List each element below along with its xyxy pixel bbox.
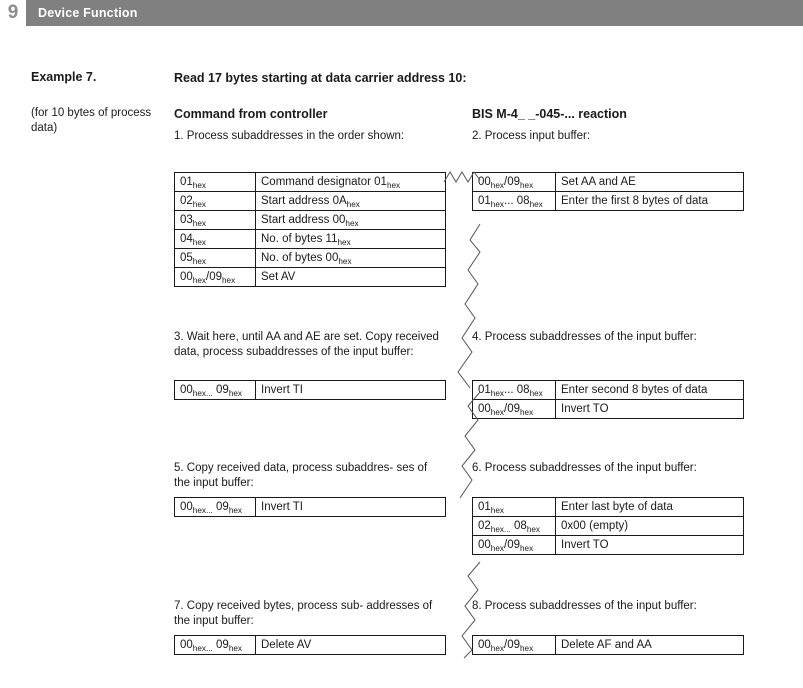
addr-value: 04 (180, 232, 193, 245)
cell-address (473, 173, 556, 192)
cell-description (556, 498, 744, 517)
table-step-6 (472, 497, 744, 555)
addr-value: 00 (180, 383, 193, 396)
cell-address (473, 536, 556, 555)
table-step-8 (472, 635, 744, 655)
addr-sub-2: hex (520, 643, 534, 653)
connector-squiggle-icon (440, 222, 484, 392)
desc-value: Enter last byte of data (561, 500, 673, 513)
desc-value: Enter the first 8 bytes of data (561, 194, 709, 207)
cell-description (256, 211, 446, 230)
desc-sub: hex (338, 256, 352, 266)
desc-sub: hex (386, 180, 401, 190)
addr-value: 00 (478, 538, 491, 551)
addr-sub: hex (192, 180, 206, 190)
desc-value: Start address 00 (261, 213, 346, 226)
column-heading-device: BIS M-4_ _-045-... reaction (472, 107, 627, 121)
addr-value-2: 08 (510, 519, 527, 532)
desc-value: Delete AF and AA (561, 638, 652, 651)
table-row (175, 211, 446, 230)
cell-address (175, 498, 256, 517)
chapter-number: 9 (0, 0, 26, 26)
cell-description (256, 249, 446, 268)
cell-address (473, 381, 556, 400)
addr-sub: hex... (490, 524, 511, 534)
example-label: Example 7. (31, 70, 97, 84)
cell-description (556, 173, 744, 192)
addr-sub: hex (192, 199, 206, 209)
cell-address (175, 636, 256, 655)
cell-address (175, 192, 256, 211)
table-row (473, 498, 744, 517)
example-note: (for 10 bytes of process data) (31, 107, 152, 134)
cell-description (256, 230, 446, 249)
desc-value: Delete AV (261, 638, 312, 651)
addr-value-2: 09 (212, 638, 229, 651)
table-row (473, 636, 744, 655)
cell-description (556, 192, 744, 211)
table-row (175, 230, 446, 249)
desc-value: 0x00 (empty) (561, 519, 629, 532)
addr-value-2: 09 (212, 500, 229, 513)
addr-value: 00 (478, 402, 491, 415)
cell-description (556, 381, 744, 400)
cell-description (256, 173, 446, 192)
desc-value: Set AV (261, 270, 296, 283)
cell-description (256, 381, 446, 400)
addr-value-2: ... 08 (504, 194, 530, 207)
addr-value: 00 (478, 175, 491, 188)
desc-value: Invert TI (261, 500, 303, 513)
table-row (473, 517, 744, 536)
cell-address (473, 400, 556, 419)
addr-value-2: ... 08 (504, 383, 530, 396)
desc-value: Set AA and AE (561, 175, 636, 188)
task-title: Read 17 bytes starting at data carrier address 10: (174, 71, 467, 85)
addr-sub-2: hex (520, 407, 534, 417)
table-step-7 (174, 635, 446, 655)
cell-address (175, 211, 256, 230)
table-row (473, 173, 744, 192)
desc-value: Enter second 8 bytes of data (561, 383, 708, 396)
cell-address (473, 517, 556, 536)
cell-address (473, 498, 556, 517)
table-row (175, 381, 446, 400)
addr-value: 00 (180, 638, 193, 651)
addr-value: 05 (180, 251, 193, 264)
table-step-3 (174, 380, 446, 400)
addr-value: 02 (180, 194, 193, 207)
addr-value: 01 (478, 500, 491, 513)
table-row (175, 173, 446, 192)
table-step-1 (174, 172, 446, 287)
cell-description (256, 192, 446, 211)
addr-sub: hex (490, 505, 504, 515)
connector-squiggle-icon (440, 560, 484, 660)
addr-sub: hex (490, 643, 504, 653)
cell-address (175, 230, 256, 249)
table-step-5 (174, 497, 446, 517)
addr-sub: hex (490, 199, 504, 209)
cell-description (556, 536, 744, 555)
addr-value: 00 (180, 500, 193, 513)
content-area (174, 0, 774, 688)
step-3-text: 3. Wait here, until AA and AE are set. Copy received data, process subaddresses of the input buffer: (174, 331, 439, 358)
step-8-text: 8. Process subaddresses of the input buffer: (472, 600, 697, 612)
step-5-text: 5. Copy received data, process subaddres- ses of the input buffer: (174, 462, 428, 489)
addr-sub-2: hex (520, 543, 534, 553)
addr-sub-2: hex (222, 275, 236, 285)
step-7-text: 7. Copy received bytes, process sub- addresses of the input buffer: (174, 600, 433, 627)
desc-sub: hex (345, 218, 359, 228)
cell-address (175, 381, 256, 400)
addr-sub-2: hex (520, 180, 534, 190)
table-row (175, 192, 446, 211)
desc-value: Command designator 01 (261, 175, 387, 188)
connector-squiggle-icon (440, 390, 484, 502)
addr-value: 02 (478, 519, 491, 532)
table-step-2 (472, 172, 744, 211)
desc-value: No. of bytes 11 (261, 232, 338, 245)
addr-sub-2: hex (529, 388, 543, 398)
cell-address (175, 268, 256, 287)
addr-value-2: /09 (504, 538, 520, 551)
cell-description (256, 268, 446, 287)
addr-value-2: /09 (206, 270, 222, 283)
addr-sub: hex (490, 388, 504, 398)
step-4-text: 4. Process subaddresses of the input buffer: (472, 331, 697, 343)
cell-description (556, 636, 744, 655)
addr-sub: hex (490, 180, 504, 190)
addr-sub: hex (192, 237, 206, 247)
cell-address (175, 173, 256, 192)
table-row (473, 192, 744, 211)
table-row (175, 249, 446, 268)
addr-value: 01 (478, 194, 491, 207)
desc-value: Invert TO (561, 538, 609, 551)
addr-value: 03 (180, 213, 193, 226)
cell-address (473, 636, 556, 655)
desc-value: No. of bytes 00 (261, 251, 339, 264)
page-title: Device Function (38, 6, 138, 20)
step-6-text: 6. Process subaddresses of the input buffer: (472, 462, 697, 474)
addr-sub-2: hex (526, 524, 541, 534)
table-row (473, 400, 744, 419)
step-2-text: 2. Process input buffer: (472, 130, 591, 142)
addr-value: 01 (478, 383, 491, 396)
addr-sub: hex... (192, 643, 213, 653)
addr-sub: hex (192, 256, 206, 266)
cell-description (556, 400, 744, 419)
table-row (473, 536, 744, 555)
cell-description (256, 636, 446, 655)
step-1-text: 1. Process subaddresses in the order shown: (174, 130, 405, 142)
column-heading-controller: Command from controller (174, 107, 328, 121)
addr-sub: hex (490, 407, 504, 417)
table-row (175, 636, 446, 655)
addr-sub-2: hex (228, 388, 243, 398)
addr-value-2: /09 (504, 175, 520, 188)
cell-address (473, 192, 556, 211)
desc-value: Invert TI (261, 383, 303, 396)
table-row (175, 268, 446, 287)
desc-sub: hex (346, 199, 360, 209)
addr-sub: hex (490, 543, 504, 553)
desc-sub: hex (337, 237, 351, 247)
addr-sub: hex... (192, 505, 213, 515)
addr-value: 00 (478, 638, 491, 651)
table-step-4 (472, 380, 744, 419)
addr-value: 01 (180, 175, 193, 188)
cell-address (175, 249, 256, 268)
addr-sub: hex (192, 275, 206, 285)
table-row (473, 381, 744, 400)
addr-value: 00 (180, 270, 193, 283)
addr-value-2: /09 (504, 638, 520, 651)
addr-sub: hex... (192, 388, 213, 398)
addr-value-2: 09 (212, 383, 229, 396)
connector-squiggle-icon (442, 160, 482, 190)
addr-sub: hex (192, 218, 206, 228)
cell-description (256, 498, 446, 517)
table-row (175, 498, 446, 517)
desc-value: Start address 0A (261, 194, 347, 207)
addr-value-2: /09 (504, 402, 520, 415)
addr-sub-2: hex (228, 505, 243, 515)
addr-sub-2: hex (228, 643, 243, 653)
addr-sub-2: hex (529, 199, 543, 209)
cell-description (556, 517, 744, 536)
desc-value: Invert TO (561, 402, 609, 415)
